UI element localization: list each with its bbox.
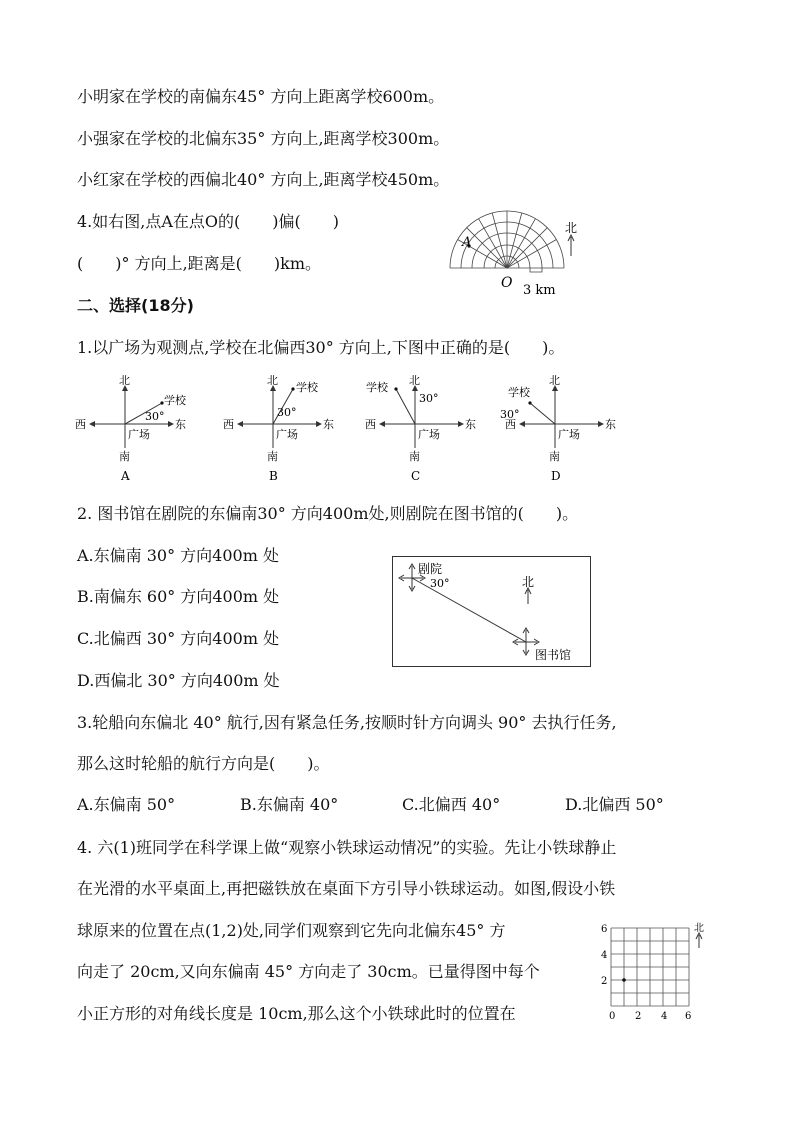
svg-text:学校: 学校: [508, 386, 530, 399]
choice-2-option-d: D.西偏北 30° 方向400m 处: [77, 671, 280, 690]
svg-text:东: 东: [465, 418, 476, 431]
svg-text:南: 南: [267, 450, 278, 463]
text-xiaoqiang-home: 小强家在学校的北偏东35° 方向上,距离学校300m。: [77, 129, 450, 148]
svg-text:西: 西: [223, 418, 234, 431]
svg-text:学校: 学校: [296, 381, 318, 394]
grid-diagram: [598, 918, 708, 1024]
north-label: 北: [522, 575, 535, 589]
svg-text:广场: 广场: [128, 428, 150, 441]
choice-2-option-b: B.南偏东 60° 方向400m 处: [77, 587, 280, 606]
choice-question-3-line-1: 3.轮船向东偏北 40° 航行,因有紧急任务,按顺时针方向调头 90° 去执行任务,: [77, 713, 617, 732]
svg-text:学校: 学校: [164, 394, 186, 407]
choice-question-4-line-4: 向走了 20cm,又向东偏南 45° 方向走了 30cm。已量得图中每个: [77, 962, 540, 981]
svg-text:北: 北: [549, 374, 560, 387]
svg-text:北: 北: [267, 374, 278, 387]
svg-text:广场: 广场: [418, 428, 440, 441]
svg-text:C: C: [411, 469, 421, 483]
svg-text:南: 南: [549, 450, 560, 463]
compass-option-a: [75, 374, 187, 483]
north-label: 北: [565, 221, 578, 235]
svg-text:30°: 30°: [277, 406, 297, 419]
theater-angle-label: 30°: [430, 577, 450, 590]
svg-text:4: 4: [601, 950, 608, 961]
choice-question-1: 1.以广场为观测点,学校在北偏西30° 方向上,下图中正确的是( )。: [77, 338, 565, 357]
svg-text:东: 东: [323, 418, 334, 431]
theater-library-diagram: [392, 556, 592, 668]
choice-question-4-line-1: 4. 六(1)班同学在科学课上做“观察小铁球运动情况”的实验。先让小铁球静止: [77, 838, 617, 857]
svg-text:南: 南: [409, 450, 420, 463]
choice-3-option-c: C.北偏西 40°: [402, 795, 501, 814]
point-a-label: A: [462, 235, 472, 250]
compass-option-b: [223, 374, 334, 483]
svg-text:广场: 广场: [276, 428, 298, 441]
choice-question-4-line-2: 在光滑的水平桌面上,再把磁铁放在桌面下方引导小铁球运动。如图,假设小铁: [77, 879, 616, 898]
scale-label: 3 km: [523, 283, 556, 298]
compass-options-figure: [70, 370, 630, 488]
svg-text:2: 2: [601, 976, 608, 987]
svg-text:南: 南: [119, 450, 130, 463]
section-2-heading: 二、选择(18分): [77, 296, 194, 315]
choice-3-option-d: D.北偏西 50°: [565, 795, 664, 814]
compass-option-d: [500, 374, 616, 483]
iron-ball-start-point: [622, 978, 626, 982]
svg-text:0: 0: [609, 1011, 616, 1022]
svg-text:D: D: [551, 469, 561, 483]
svg-text:30°: 30°: [419, 392, 439, 405]
choice-2-option-a: A.东偏南 30° 方向400m 处: [77, 546, 279, 565]
choice-3-option-a: A.东偏南 50°: [77, 795, 176, 814]
svg-text:6: 6: [685, 1011, 692, 1022]
text-xiaoming-home: 小明家在学校的南偏东45° 方向上距离学校600m。: [77, 87, 445, 106]
svg-text:A: A: [121, 469, 130, 483]
svg-text:6: 6: [601, 924, 608, 935]
theater-label: 剧院: [418, 562, 443, 576]
compass-option-c: [365, 374, 476, 483]
svg-text:2: 2: [635, 1011, 642, 1022]
choice-2-option-c: C.北偏西 30° 方向400m 处: [77, 629, 280, 648]
choice-question-4-line-3: 球原来的位置在点(1,2)处,同学们观察到它先向北偏东45° 方: [77, 921, 506, 940]
choice-question-3-line-2: 那么这时轮船的航行方向是( )。: [77, 754, 330, 773]
svg-text:西: 西: [365, 418, 376, 431]
point-o-label: O: [501, 275, 513, 291]
question-4-line-1: 4.如右图,点A在点O的( )偏( ): [77, 212, 339, 231]
svg-text:东: 东: [605, 418, 616, 431]
svg-text:北: 北: [119, 374, 130, 387]
choice-question-4-line-5: 小正方形的对角线长度是 10cm,那么这个小铁球此时的位置在: [77, 1004, 516, 1023]
svg-text:30°: 30°: [145, 410, 165, 423]
svg-text:东: 东: [175, 418, 186, 431]
library-label: 图书馆: [535, 648, 572, 662]
svg-text:30°: 30°: [500, 408, 520, 421]
svg-text:广场: 广场: [558, 428, 580, 441]
semicircle-diagram: [445, 210, 605, 300]
question-4-line-2: ( )° 方向上,距离是( )km。: [77, 254, 322, 273]
svg-text:4: 4: [661, 1011, 668, 1022]
svg-text:西: 西: [75, 418, 86, 431]
north-label: 北: [694, 923, 704, 934]
svg-text:学校: 学校: [366, 381, 388, 394]
svg-text:西: 西: [505, 418, 516, 431]
choice-question-2: 2. 图书馆在剧院的东偏南30° 方向400m处,则剧院在图书馆的( )。: [77, 504, 579, 523]
svg-text:北: 北: [409, 374, 420, 387]
svg-text:B: B: [269, 469, 278, 483]
text-xiaohong-home: 小红家在学校的西偏北40° 方向上,距离学校450m。: [77, 170, 450, 189]
choice-3-option-b: B.东偏南 40°: [240, 795, 339, 814]
